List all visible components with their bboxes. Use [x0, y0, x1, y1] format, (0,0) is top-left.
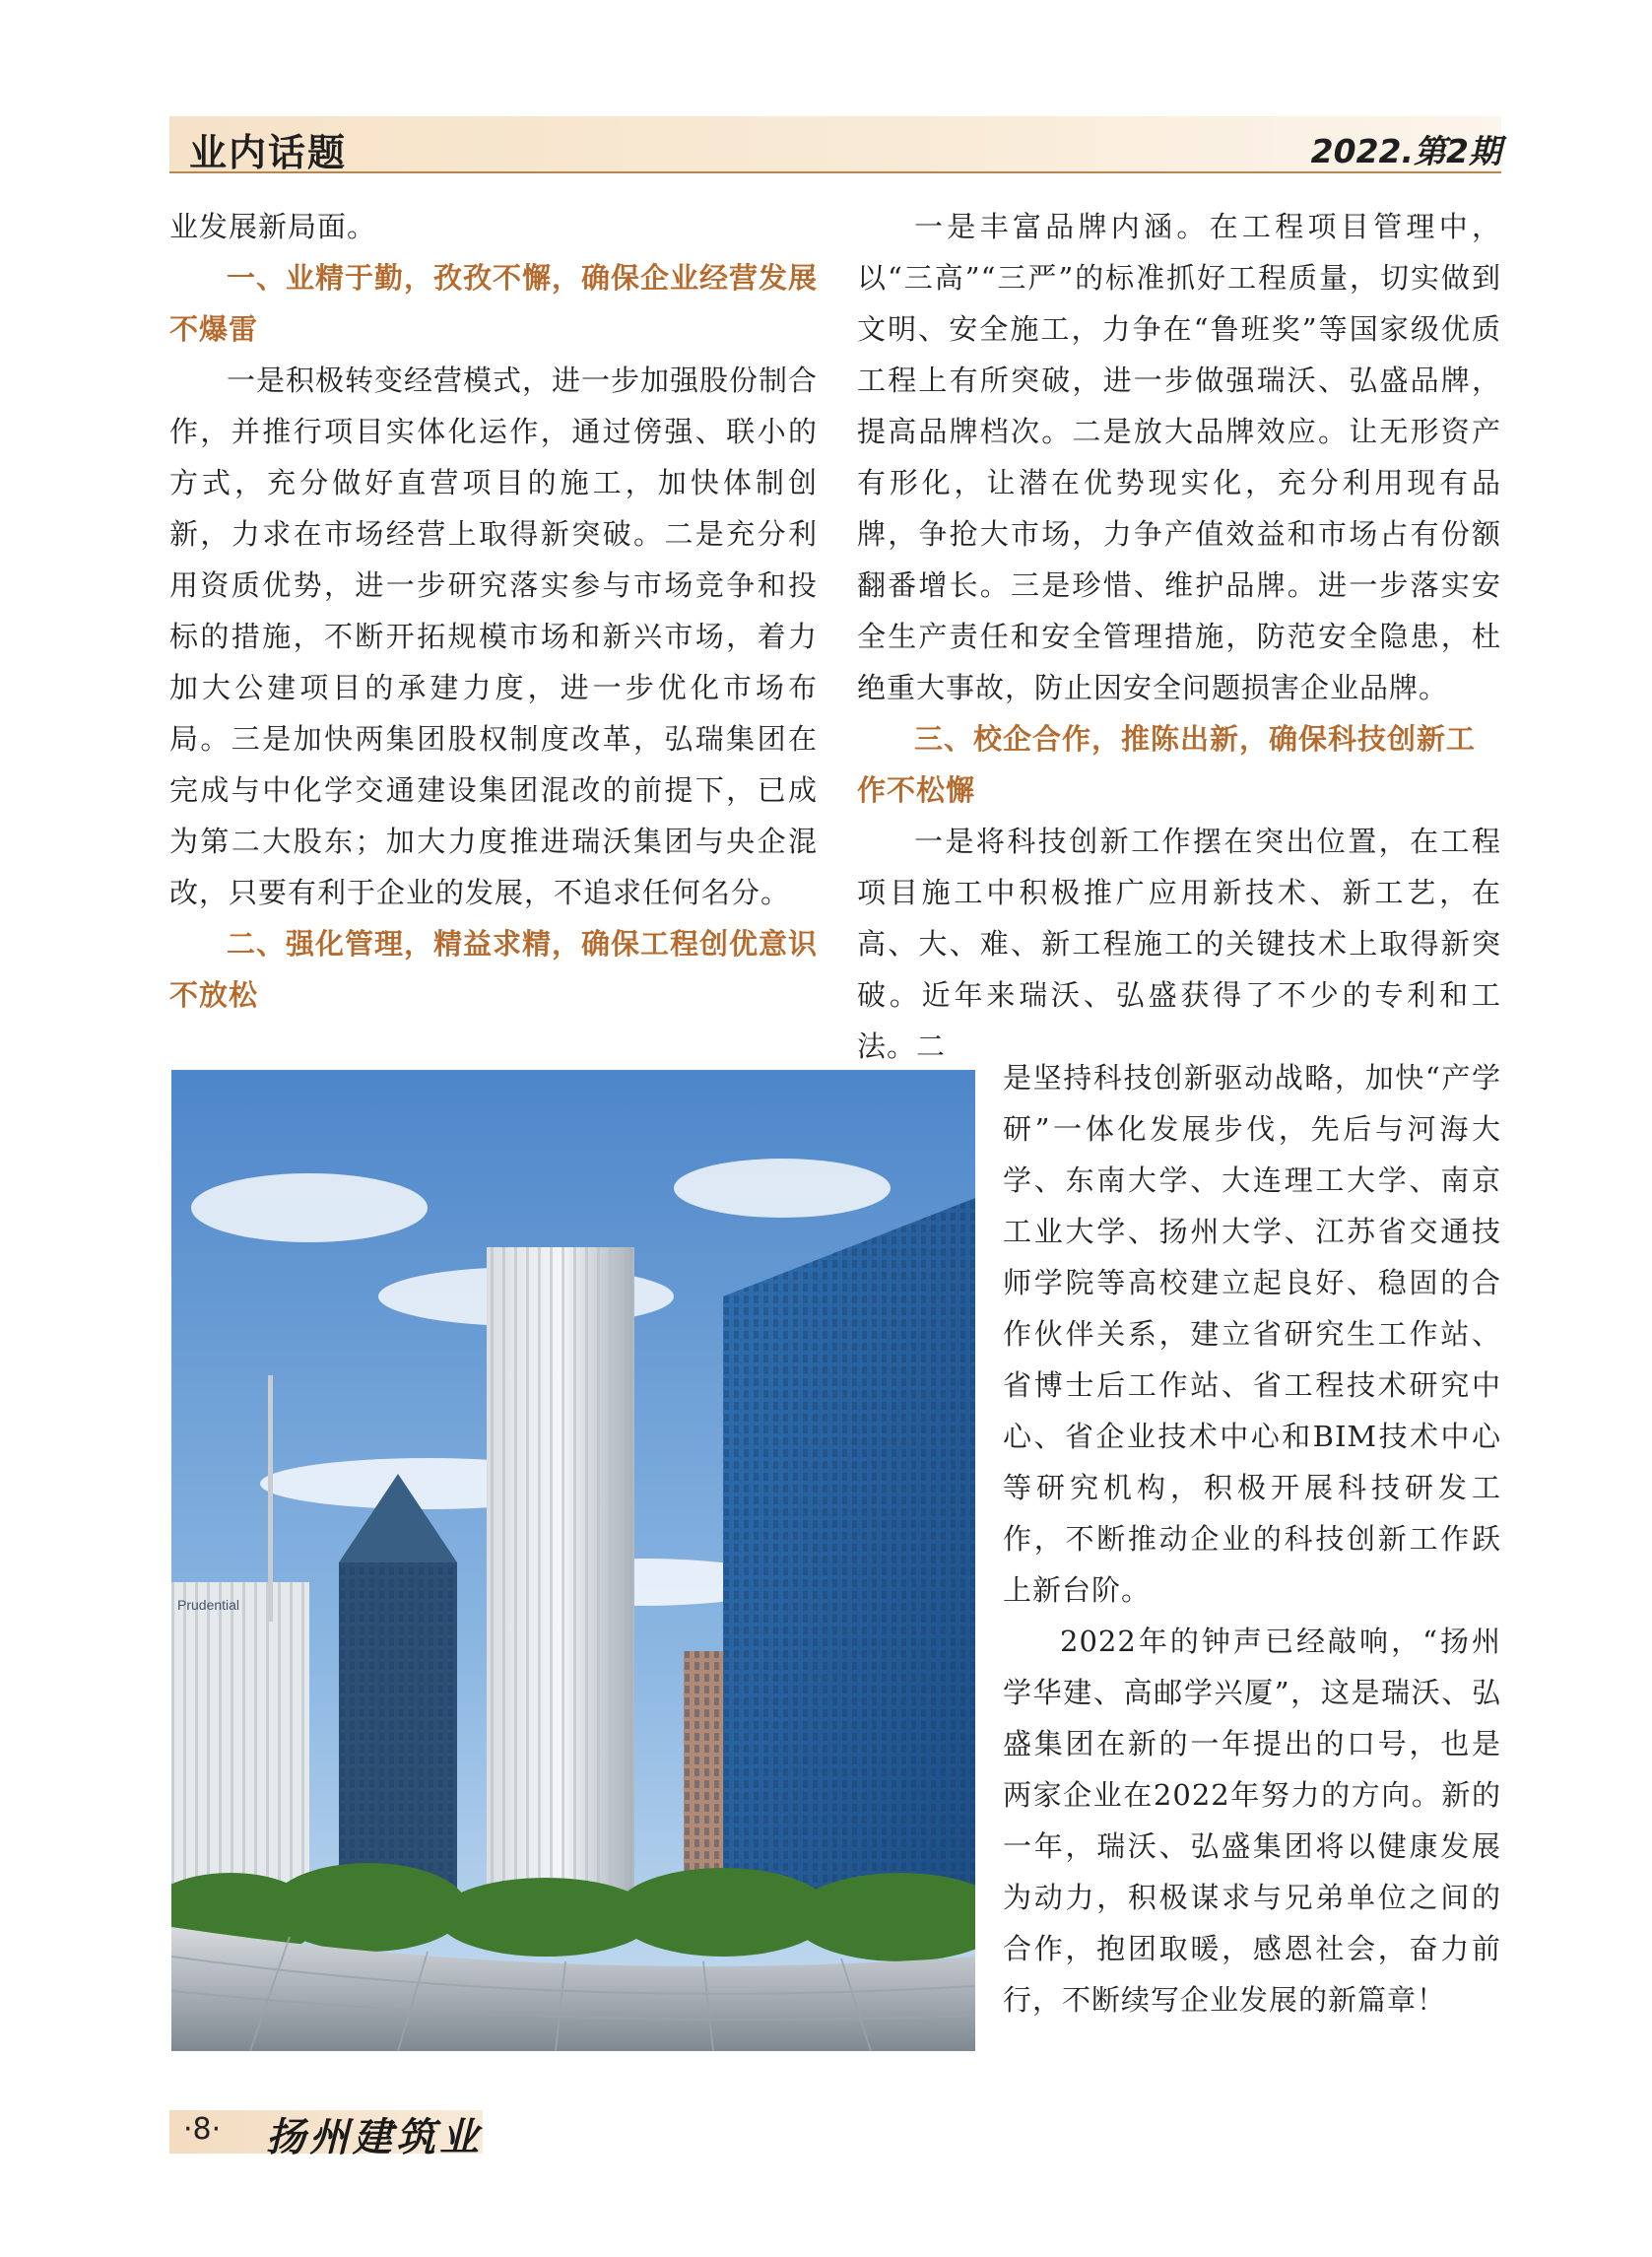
- paragraph: 业发展新局面。: [169, 210, 377, 243]
- paragraph: 是坚持科技创新驱动战略，加快“产学研”一体化发展步伐，先后与河海大学、东南大学、大连理工大学、南京工业大学、扬州大学、江苏省交通技师学院等高校建立起良好、稳固的合作伙伴关系，建立省研究生工作站、省博士后工作站、省工程技术研究中心、省企业技术中心和BIM技术中心等研究机构，积极开展科技研发工作，不断推动企业的科技创新工作跃上新台阶。: [1003, 1061, 1501, 1607]
- left-column: [169, 201, 818, 1021]
- section-heading-1: 一、业精于勤，孜孜不懈，确保企业经营发展不爆雷: [169, 261, 819, 346]
- building-sign: Prudential: [177, 1597, 240, 1613]
- paragraph: 2022年的钟声已经敲响，“扬州学华建、高邮学兴厦”，这是瑞沃、弘盛集团在新的一年提出的口号，也是两家企业在2022年努力的方向。新的一年，瑞沃、弘盛集团将以健康发展为动力，积极谋求与兄弟单位之间的合作，抱团取暖，感恩社会，奋力前行，不断续写企业发展的新篇章！: [1003, 1625, 1501, 2017]
- page-number: ·8·: [183, 2112, 222, 2147]
- skyline-photo: [171, 1070, 975, 2051]
- right-column-bottom: [1003, 1052, 1501, 2025]
- issue-label: 2022.第2期: [1310, 132, 1501, 170]
- paragraph: 一是丰富品牌内涵。在工程项目管理中，以“三高”“三严”的标准抓好工程质量，切实做到文明、安全施工，力争在“鲁班奖”等国家级优质工程上有所突破，进一步做强瑞沃、弘盛品牌，提高品牌档次。二是放大品牌效应。让无形资产有形化，让潜在优势现实化，充分利用现有品牌，争抢大市场，力争产值效益和市场占有份额翻番增长。三是珍惜、维护品牌。进一步落实安全生产责任和安全管理措施，防范安全隐患，杜绝重大事故，防止因安全问题损害企业品牌。: [857, 210, 1501, 704]
- page-header: [169, 116, 1501, 173]
- paragraph: 一是积极转变经营模式，进一步加强股份制合作，并推行项目实体化运作，通过傍强、联小的方式，充分做好直营项目的施工，加快体制创新，力求在市场经营上取得新突破。二是充分利用资质优势，进一步研究落实参与市场竞争和投标的措施，不断开拓规模市场和新兴市场，着力加大公建项目的承建力度，进一步优化市场布局。三是加快两集团股权制度改革，弘瑞集团在完成与中化学交通建设集团混改的前提下，已成为第二大股东；加大力度推进瑞沃集团与央企混改，只要有利于企业的发展，不追求任何名分。: [169, 364, 819, 909]
- right-column-top: [857, 201, 1501, 1072]
- section-heading-2: 二、强化管理，精益求精，确保工程创优意识不放松: [169, 927, 819, 1012]
- section-heading-3: 三、校企合作，推陈出新，确保科技创新工作不松懈: [857, 722, 1477, 807]
- page-footer: [169, 2110, 483, 2160]
- paragraph: 一是将科技创新工作摆在突出位置，在工程项目施工中积极推广应用新技术、新工艺，在高、大、难、新工程施工的关键技术上取得新突破。近年来瑞沃、弘盛获得了不少的专利和工法。二: [857, 825, 1501, 1063]
- section-title: 业内话题: [189, 131, 348, 174]
- magazine-logo: 扬州建筑业: [266, 2114, 483, 2160]
